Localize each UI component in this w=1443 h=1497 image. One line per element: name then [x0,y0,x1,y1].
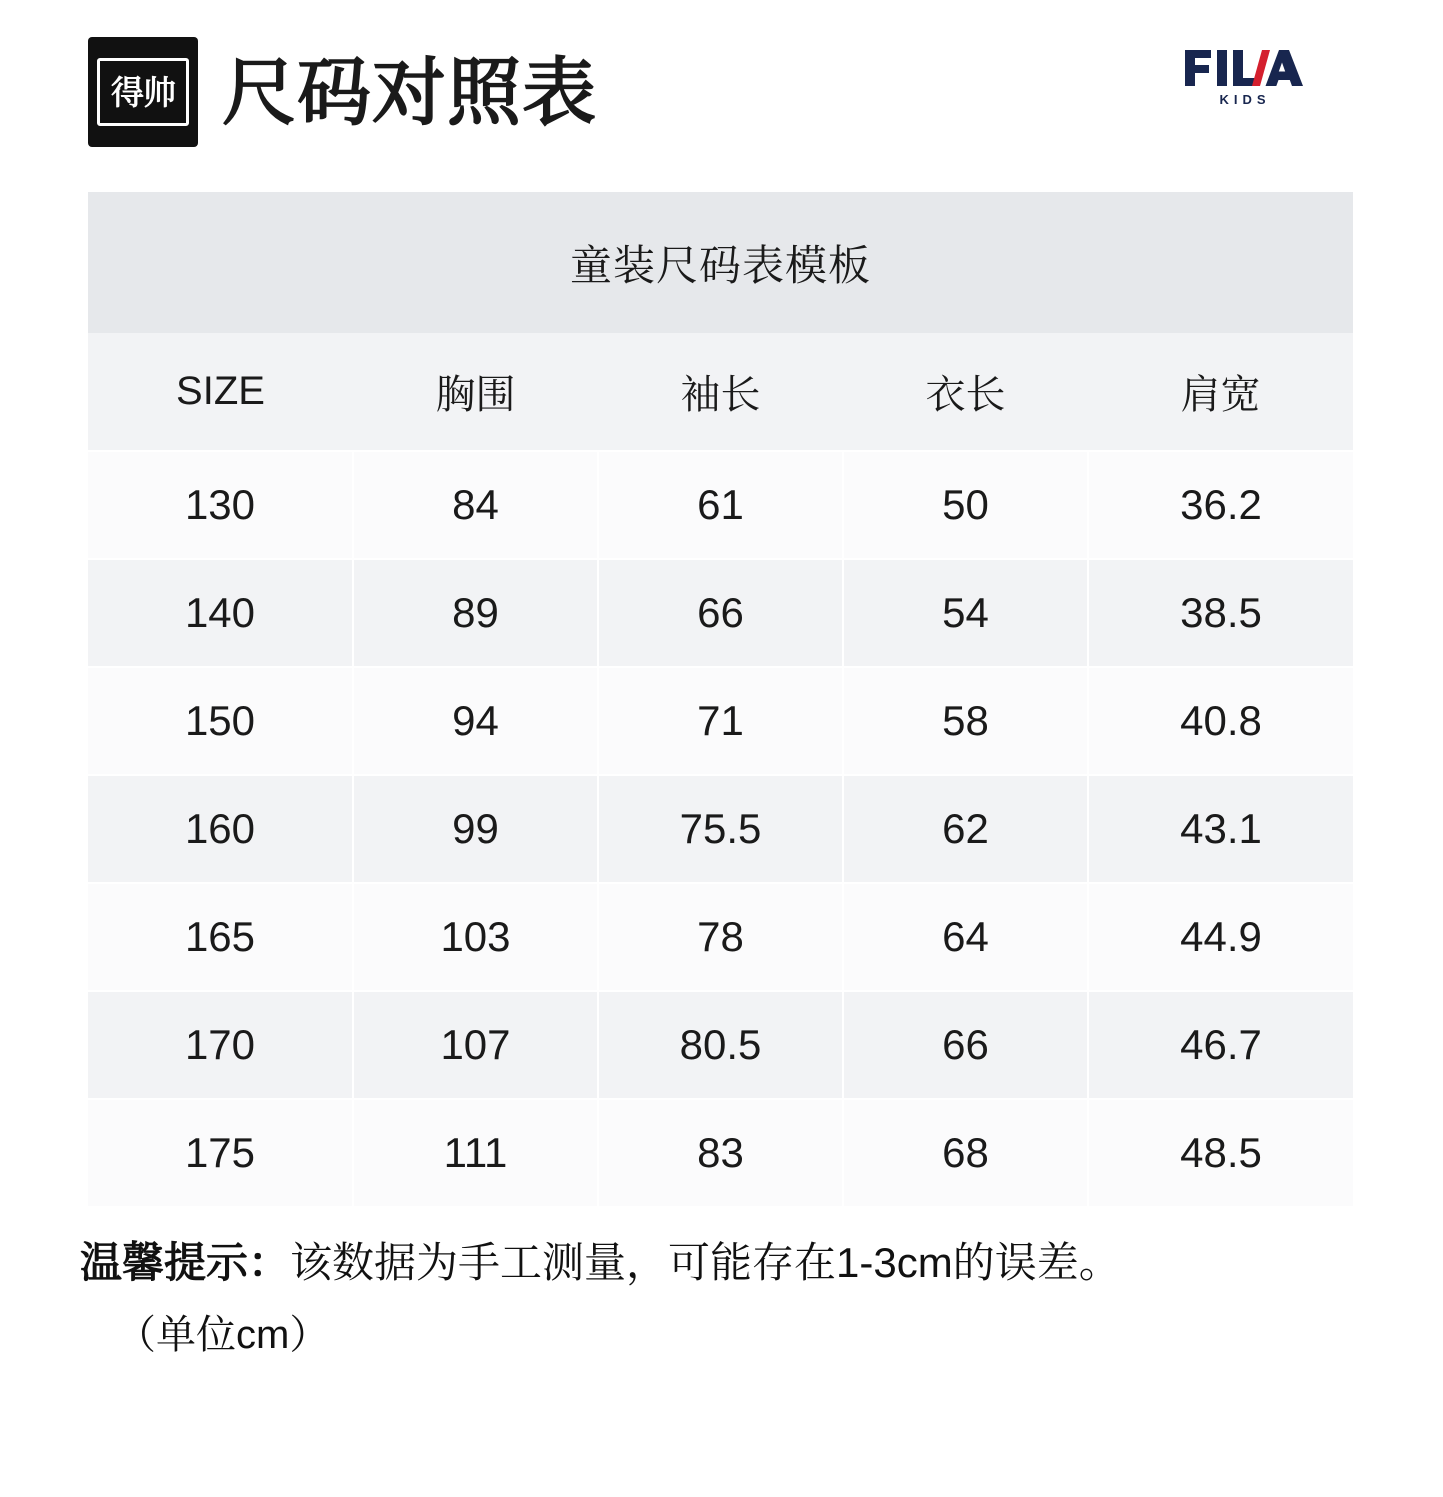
cell-size: 170 [88,991,353,1099]
note-unit: （单位cm） [116,1313,330,1357]
cell-size: 165 [88,883,353,991]
note-line-1 [80,1232,1400,1294]
table-row [88,667,1353,775]
cell-shoulder: 48.5 [1088,1099,1353,1206]
cell-shoulder: 43.1 [1088,775,1353,883]
notes-section [80,1232,1400,1366]
cell-sleeve: 71 [598,667,843,775]
fila-kids-subtext: KIDS [1219,92,1271,107]
fila-kids-logo [1183,46,1303,112]
fila-wordmark-icon [1183,46,1303,90]
cell-chest: 111 [353,1099,598,1206]
table-row [88,1099,1353,1206]
size-table [88,333,1353,1206]
cell-length: 64 [843,883,1088,991]
cell-chest: 103 [353,883,598,991]
cell-shoulder: 40.8 [1088,667,1353,775]
cell-chest: 84 [353,451,598,559]
size-table-caption: 童装尺码表模板 [88,192,1353,333]
table-row [88,559,1353,667]
column-header-length: 衣长 [843,333,1088,451]
cell-sleeve: 61 [598,451,843,559]
column-header-shoulder: 肩宽 [1088,333,1353,451]
cell-length: 54 [843,559,1088,667]
cell-chest: 107 [353,991,598,1099]
note-label: 温馨提示： [80,1239,291,1286]
table-row [88,991,1353,1099]
cell-sleeve: 83 [598,1099,843,1206]
cell-shoulder: 46.7 [1088,991,1353,1099]
cell-chest: 99 [353,775,598,883]
brand-badge-text: 得帅 [111,73,175,111]
size-table-head [88,333,1353,451]
cell-sleeve: 75.5 [598,775,843,883]
cell-sleeve: 80.5 [598,991,843,1099]
size-table-container [88,192,1353,1206]
cell-size: 160 [88,775,353,883]
table-row [88,775,1353,883]
page-title: 尺码对照表 [222,51,597,134]
brand-badge-logo [88,37,198,147]
cell-shoulder: 38.5 [1088,559,1353,667]
cell-chest: 94 [353,667,598,775]
table-header-row [88,333,1353,451]
cell-length: 50 [843,451,1088,559]
page-header [0,0,1443,185]
cell-chest: 89 [353,559,598,667]
note-text: 该数据为手工测量，可能存在1-3cm的误差。 [290,1239,1121,1286]
table-row [88,883,1353,991]
column-header-size: SIZE [88,333,353,451]
cell-length: 62 [843,775,1088,883]
column-header-chest: 胸围 [353,333,598,451]
cell-size: 140 [88,559,353,667]
table-row [88,451,1353,559]
cell-length: 66 [843,991,1088,1099]
cell-size: 150 [88,667,353,775]
cell-shoulder: 44.9 [1088,883,1353,991]
cell-length: 58 [843,667,1088,775]
cell-size: 130 [88,451,353,559]
cell-shoulder: 36.2 [1088,451,1353,559]
cell-length: 68 [843,1099,1088,1206]
cell-size: 175 [88,1099,353,1206]
size-table-body [88,451,1353,1206]
brand-badge-frame [97,58,189,126]
cell-sleeve: 78 [598,883,843,991]
column-header-sleeve: 袖长 [598,333,843,451]
cell-sleeve: 66 [598,559,843,667]
